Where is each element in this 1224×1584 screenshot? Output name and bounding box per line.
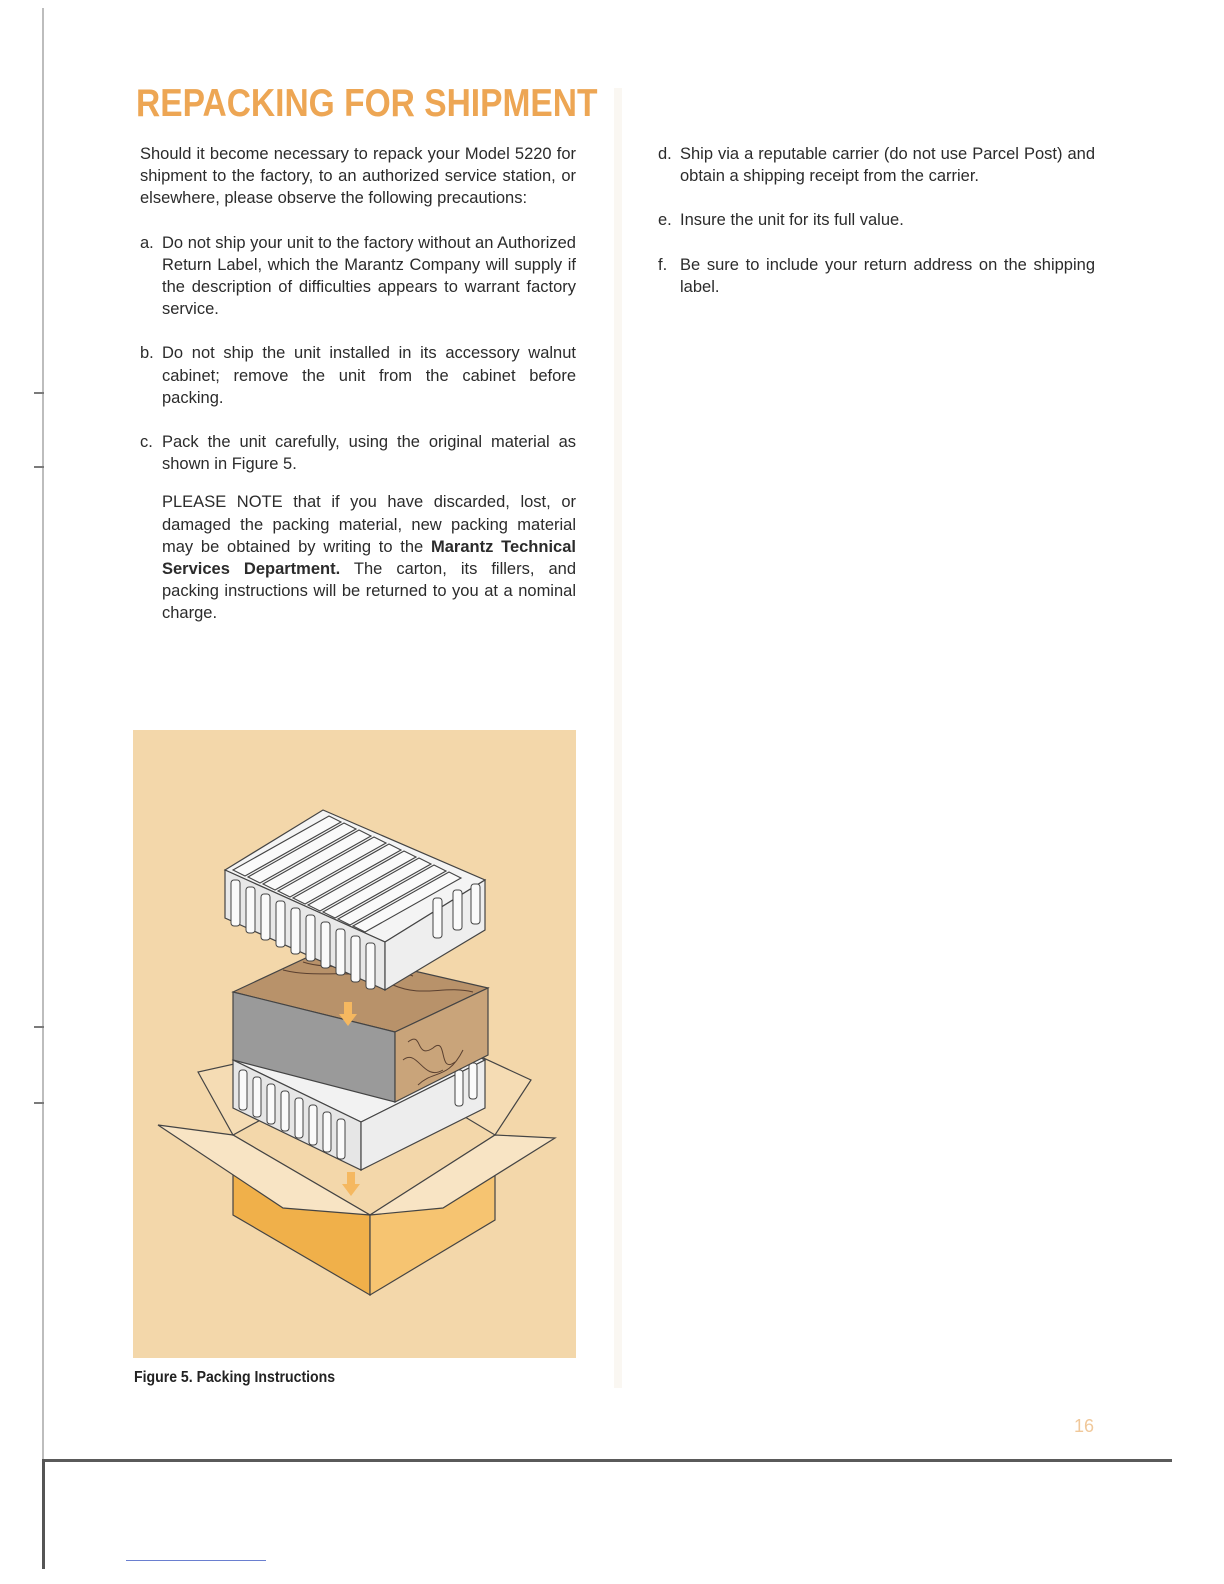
figure-caption: Figure 5. Packing Instructions [134,1369,336,1386]
precaution-item-a [140,232,576,321]
precaution-item-c [140,431,576,475]
column-divider [614,88,622,1388]
item-text: Insure the unit for its full value. [680,211,904,230]
precaution-item-e [658,209,1095,231]
item-text: Do not ship the unit installed in its accessory walnut cabinet; remove the unit from the cabinet before packing. [162,344,576,407]
scan-artifact-line [126,1560,266,1561]
item-text: Ship via a reputable carrier (do not use Parcel Post) and obtain a shipping receipt from the carrier. [680,145,1095,186]
packing-illustration [133,730,576,1358]
intro-paragraph: Should it become necessary to repack your Model 5220 for shipment to the factory, to an authorized service station, or elsewhere, please observe the following precautions: [140,145,576,208]
scan-edge-line [42,8,44,1568]
note-department-name: Marantz Technical Services Department. [162,537,576,579]
item-letter: b. [140,344,154,363]
precaution-item-d [658,143,1095,187]
top-filler [225,810,485,990]
page-title: REPACKING FOR SHIPMENT [136,82,598,125]
item-letter: a. [140,233,154,252]
bottom-rule [42,1459,1172,1462]
scan-tick-mark [34,1102,44,1104]
arrow-down-icon-lower [342,1172,360,1196]
please-note-paragraph [162,491,576,624]
right-column [658,143,1095,320]
page-number: 16 [1074,1416,1095,1436]
precaution-item-f [658,254,1095,298]
scan-tick-mark [34,1026,44,1028]
item-letter: e. [658,211,672,230]
scan-tick-mark [34,392,44,394]
precaution-item-b [140,342,576,409]
item-letter: d. [658,145,672,163]
item-letter: c. [140,433,153,452]
note-text-before: PLEASE NOTE that if you have discarded, lost, or damaged the packing material, new packing material may be obtained by writing to the [162,493,576,556]
item-text: Pack the unit carefully, using the original material as shown in Figure 5. [162,433,576,474]
item-letter: f. [658,255,668,274]
left-column [140,143,576,625]
scan-tick-mark [34,466,44,468]
note-text-after: The carton, its fillers, and packing instructions will be returned to you at a nominal charge. [162,560,576,623]
item-text: Be sure to include your return address on the shipping label. [680,255,1095,296]
item-text: Do not ship your unit to the factory without an Authorized Return Label, which the Marantz Company will supply if the description of difficulties appears to warrant factory service. [162,233,576,319]
bottom-rule-corner [42,1459,45,1569]
packing-diagram-svg [133,730,576,1358]
